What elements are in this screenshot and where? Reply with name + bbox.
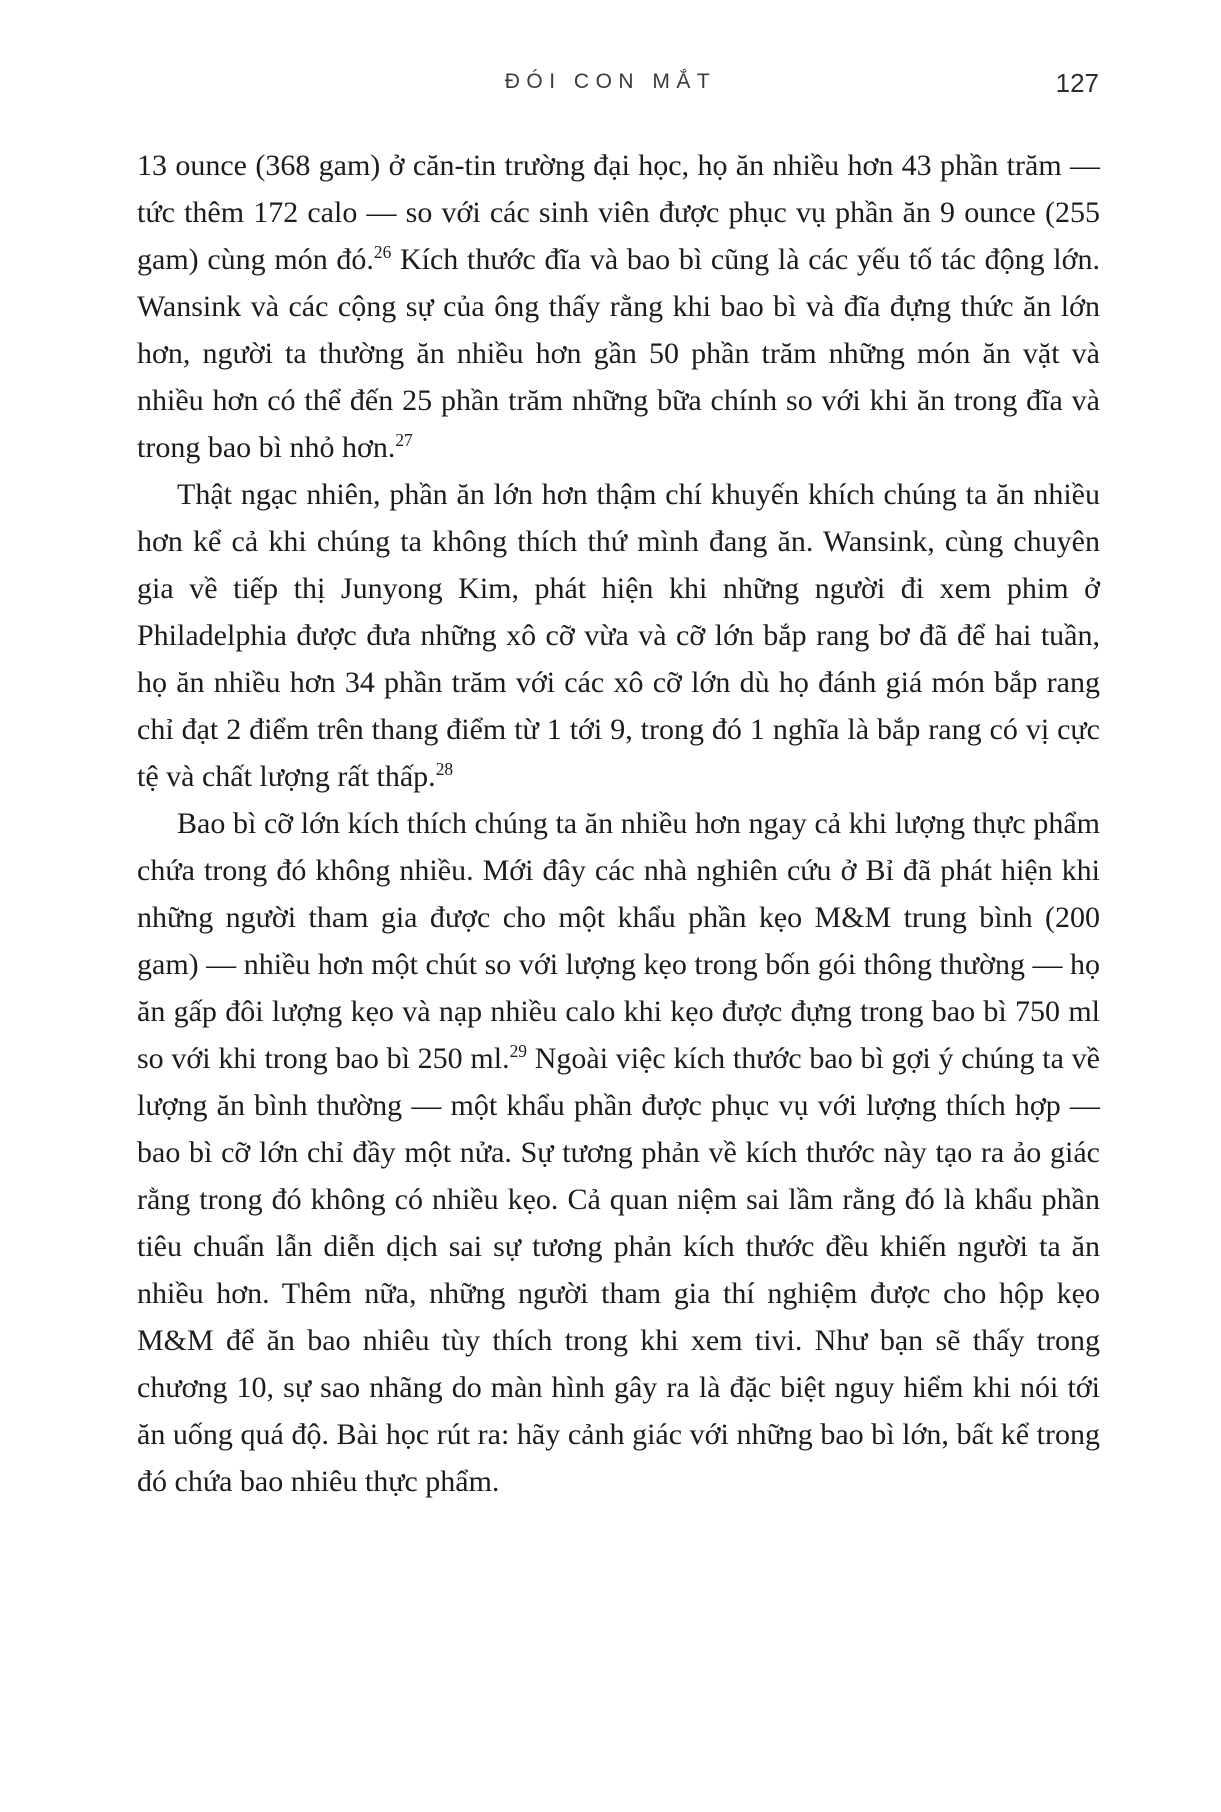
page-body [137, 142, 1100, 1505]
body-paragraph: Thật ngạc nhiên, phần ăn lớn hơn thậm chí khuyến khích chúng ta ăn nhiều hơn kể cả khi chúng ta không thích thứ mình đang ăn. Wansink, cùng chuyên gia về tiếp thị Junyong Kim, phát hiện khi những người đi xem phim ở Philadelphia được đưa những xô cỡ vừa và cỡ lớn bắp rang bơ đã để hai tuần, họ ăn nhiều hơn 34 phần trăm với các xô cỡ lớn dù họ đánh giá món bắp rang chỉ đạt 2 điểm trên thang điểm từ 1 tới 9, trong đó 1 nghĩa là bắp rang có vị cực tệ và chất lượng rất thấp.$^{28}$ [137, 478, 1100, 793]
running-header-title: ĐÓI CON MẮT [504, 70, 717, 93]
footnote-reference: 26 [373, 242, 392, 262]
footnote-reference: 29 [509, 1041, 527, 1061]
page-number: 127 [1055, 68, 1099, 98]
running-header [0, 70, 1221, 106]
body-paragraph: 13 ounce (368 gam) ở căn-tin trường đại học, họ ăn nhiều hơn 43 phần trăm — tức thêm 172 calo — so với các sinh viên được phục vụ phần ăn 9 ounce (255 gam) cùng món đó.$^{26}$ Kích thước đĩa và bao bì cũng là các yếu tố tác động lớn. Wansink và các cộng sự của ông thấy rằng khi bao bì và đĩa đựng thức ăn lớn hơn, người ta thường ăn nhiều hơn gần 50 phần trăm những món ăn vặt và nhiều hơn có thể đến 25 phần trăm những bữa chính so với khi ăn trong đĩa và trong bao bì nhỏ hơn.$^{27}$ [137, 149, 1100, 464]
footnote-reference: 28 [435, 759, 454, 779]
body-paragraph: Bao bì cỡ lớn kích thích chúng ta ăn nhiều hơn ngay cả khi lượng thực phẩm chứa trong đó không nhiều. Mới đây các nhà nghiên cứu ở Bỉ đã phát hiện khi những người tham gia được cho một khẩu phần kẹo M&M trung bình (200 gam) — nhiều hơn một chút so với lượng kẹo trong bốn gói thông thường — họ ăn gấp đôi lượng kẹo và nạp nhiều calo khi kẹo được đựng trong bao bì 750 ml so với khi trong bao bì 250 ml.$^{29}$ Ngoài việc kích thước bao bì gợi ý chúng ta về lượng ăn bình thường — một khẩu phần được phục vụ với lượng thích hợp — bao bì cỡ lớn chỉ đầy một nửa. Sự tương phản về kích thước này tạo ra ảo giác rằng trong đó không có nhiều kẹo. Cả quan niệm sai lầm rằng đó là khẩu phần tiêu chuẩn lẫn diễn dịch sai sự tương phản kích thước đều khiến người ta ăn nhiều hơn. Thêm nữa, những người tham gia thí nghiệm được cho hộp kẹo M&M để ăn bao nhiêu tùy thích trong khi xem tivi. Như bạn sẽ thấy trong chương 10, sự sao nhãng do màn hình gây ra là đặc biệt nguy hiểm khi nói tới ăn uống quá độ. Bài học rút ra: hãy cảnh giác với những bao bì lớn, bất kể trong đó chứa bao nhiêu thực phẩm. [137, 807, 1100, 1498]
footnote-reference: 27 [395, 430, 413, 450]
